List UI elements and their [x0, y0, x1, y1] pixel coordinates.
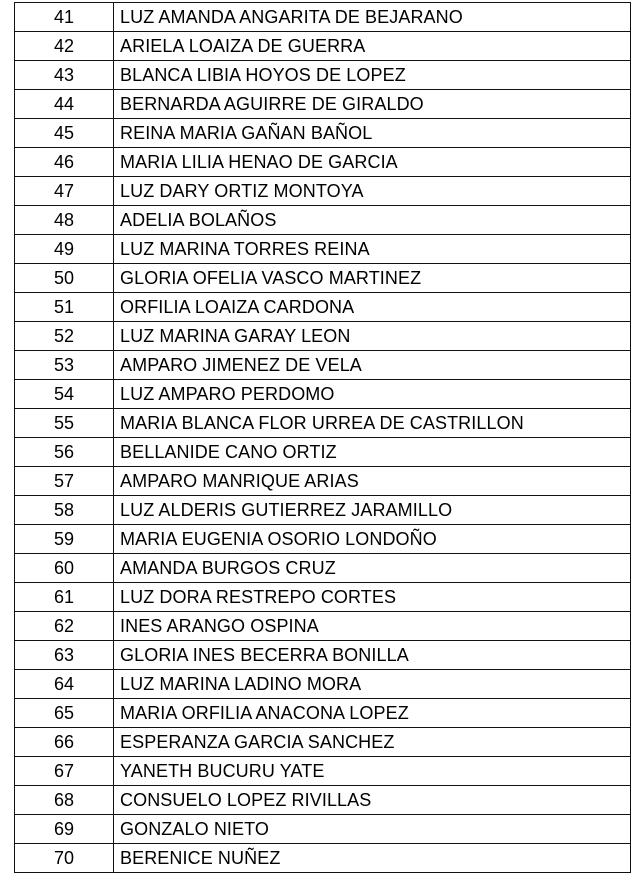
table-row [15, 32, 631, 61]
person-name-cell: MARIA LILIA HENAO DE GARCIA [114, 148, 631, 177]
person-name-cell: LUZ MARINA GARAY LEON [114, 322, 631, 351]
table-row [15, 554, 631, 583]
row-number-cell: 51 [15, 293, 114, 322]
person-name-cell: GLORIA INES BECERRA BONILLA [114, 641, 631, 670]
person-name-cell: MARIA ORFILIA ANACONA LOPEZ [114, 699, 631, 728]
person-name-cell: MARIA EUGENIA OSORIO LONDOÑO [114, 525, 631, 554]
person-name-cell: BELLANIDE CANO ORTIZ [114, 438, 631, 467]
table-row [15, 90, 631, 119]
table-row [15, 148, 631, 177]
row-number-cell: 44 [15, 90, 114, 119]
table-row [15, 409, 631, 438]
row-number-cell: 62 [15, 612, 114, 641]
row-number-cell: 63 [15, 641, 114, 670]
row-number-cell: 58 [15, 496, 114, 525]
table-row [15, 380, 631, 409]
person-name-cell: AMANDA BURGOS CRUZ [114, 554, 631, 583]
person-name-cell: GONZALO NIETO [114, 815, 631, 844]
person-name-cell: REINA MARIA GAÑAN BAÑOL [114, 119, 631, 148]
row-number-cell: 53 [15, 351, 114, 380]
row-number-cell: 56 [15, 438, 114, 467]
row-number-cell: 66 [15, 728, 114, 757]
table-row [15, 467, 631, 496]
table-row [15, 525, 631, 554]
row-number-cell: 54 [15, 380, 114, 409]
table-row [15, 583, 631, 612]
person-name-cell: YANETH BUCURU YATE [114, 757, 631, 786]
table-row [15, 235, 631, 264]
person-name-cell: GLORIA OFELIA VASCO MARTINEZ [114, 264, 631, 293]
person-name-cell: BLANCA LIBIA HOYOS DE LOPEZ [114, 61, 631, 90]
table-row [15, 670, 631, 699]
table-row [15, 3, 631, 32]
person-name-cell: LUZ MARINA LADINO MORA [114, 670, 631, 699]
row-number-cell: 55 [15, 409, 114, 438]
row-number-cell: 52 [15, 322, 114, 351]
row-number-cell: 46 [15, 148, 114, 177]
person-name-cell: CONSUELO LOPEZ RIVILLAS [114, 786, 631, 815]
person-name-cell: BERENICE NUÑEZ [114, 844, 631, 873]
table-row [15, 612, 631, 641]
table-row [15, 351, 631, 380]
person-name-cell: ADELIA BOLAÑOS [114, 206, 631, 235]
table-row [15, 699, 631, 728]
table-row [15, 264, 631, 293]
row-number-cell: 50 [15, 264, 114, 293]
person-name-cell: LUZ ALDERIS GUTIERREZ JARAMILLO [114, 496, 631, 525]
table-row [15, 293, 631, 322]
person-name-cell: AMPARO JIMENEZ DE VELA [114, 351, 631, 380]
row-number-cell: 67 [15, 757, 114, 786]
person-name-cell: ORFILIA LOAIZA CARDONA [114, 293, 631, 322]
table-row [15, 206, 631, 235]
document-sheet [14, 2, 631, 873]
row-number-cell: 45 [15, 119, 114, 148]
table-row [15, 728, 631, 757]
table-row [15, 757, 631, 786]
row-number-cell: 47 [15, 177, 114, 206]
table-row [15, 438, 631, 467]
row-number-cell: 57 [15, 467, 114, 496]
table-row [15, 844, 631, 873]
person-name-cell: LUZ DORA RESTREPO CORTES [114, 583, 631, 612]
row-number-cell: 64 [15, 670, 114, 699]
row-number-cell: 68 [15, 786, 114, 815]
row-number-cell: 70 [15, 844, 114, 873]
row-number-cell: 60 [15, 554, 114, 583]
row-number-cell: 42 [15, 32, 114, 61]
table-row [15, 496, 631, 525]
person-name-cell: ESPERANZA GARCIA SANCHEZ [114, 728, 631, 757]
row-number-cell: 65 [15, 699, 114, 728]
person-name-cell: LUZ DARY ORTIZ MONTOYA [114, 177, 631, 206]
row-number-cell: 59 [15, 525, 114, 554]
table-row [15, 322, 631, 351]
row-number-cell: 49 [15, 235, 114, 264]
person-name-cell: MARIA BLANCA FLOR URREA DE CASTRILLON [114, 409, 631, 438]
roster-table [14, 2, 631, 873]
table-row [15, 641, 631, 670]
row-number-cell: 41 [15, 3, 114, 32]
roster-table-body [15, 3, 631, 873]
table-row [15, 119, 631, 148]
row-number-cell: 69 [15, 815, 114, 844]
table-row [15, 61, 631, 90]
table-row [15, 786, 631, 815]
person-name-cell: INES ARANGO OSPINA [114, 612, 631, 641]
person-name-cell: LUZ MARINA TORRES REINA [114, 235, 631, 264]
table-row [15, 815, 631, 844]
person-name-cell: BERNARDA AGUIRRE DE GIRALDO [114, 90, 631, 119]
row-number-cell: 48 [15, 206, 114, 235]
row-number-cell: 43 [15, 61, 114, 90]
person-name-cell: ARIELA LOAIZA DE GUERRA [114, 32, 631, 61]
person-name-cell: LUZ AMPARO PERDOMO [114, 380, 631, 409]
person-name-cell: LUZ AMANDA ANGARITA DE BEJARANO [114, 3, 631, 32]
table-row [15, 177, 631, 206]
row-number-cell: 61 [15, 583, 114, 612]
person-name-cell: AMPARO MANRIQUE ARIAS [114, 467, 631, 496]
